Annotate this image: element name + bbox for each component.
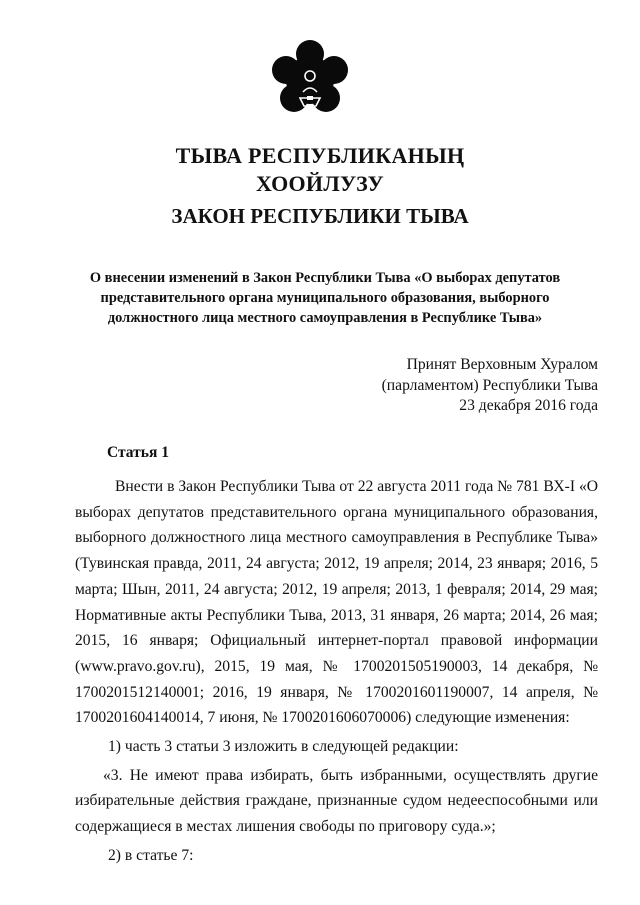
article-paragraph: Внести в Закон Республики Тыва от 22 августа 2011 года № 781 ВХ-I «О выборах депутатов представительного органа муниципального образования, выборного должностного лица местного самоуправления в Республике Тыва» (Тувинская правда, 2011, 24 августа; 2012, 19 апреля; 2014, 23 января; 2016, 5 марта; Шын, 2011, 24 августа; 2012, 19 апреля; 2013, 1 февраля; 2014, 29 мая; Нормативные акты Республики Тыва, 2013, 31 января, 26 марта; 2014, 26 мая; 2015, 16 января; Официальный интернет-портал правовой информации (www.pravo.gov.ru), 2015, 19 мая, № 1700201505190003, 14 декабря, № 1700201512140001; 2016, 19 января, № 1700201601190007, 14 апреля, № 1700201604140014, 7 июня, № 1700201606070006) следующие изменения:	[75, 478, 598, 727]
amendment-quote: «3. Не имеют права избирать, быть избранными, осуществлять другие избирательные действия граждане, признанные судом недееспособными или содержащиеся в местах лишения свободы по приговору суда.»;	[75, 766, 598, 836]
adoption-date: 23 декабря 2016 года	[459, 397, 598, 414]
adoption-note-line2: (парламентом) Республики Тыва	[381, 376, 598, 394]
law-title-tyvan-line2: ХООЙЛУЗУ	[256, 171, 384, 196]
adoption-note-line1: Принят Верховным Хуралом	[406, 356, 598, 373]
coat-of-arms-emblem	[270, 40, 350, 120]
law-subject-line2: представительного органа муниципального образования, выборного	[100, 290, 550, 306]
law-subject-line3: должностного лица местного самоуправления в Республике Тыва»	[107, 310, 543, 326]
law-title-tyvan	[0, 142, 640, 198]
article-body	[75, 474, 598, 869]
article-heading: Статья 1	[107, 444, 169, 461]
amendment-item-2: 2) в статье 7:	[108, 846, 194, 864]
law-title-russian: ЗАКОН РЕСПУБЛИКИ ТЫВА	[171, 204, 469, 228]
adoption-note	[330, 355, 598, 417]
amendment-item-1: 1) часть 3 статьи 3 изложить в следующей редакции:	[108, 738, 459, 756]
law-subject	[75, 268, 575, 328]
law-title-tyvan-line1: ТЫВА РЕСПУБЛИКАНЫҢ	[175, 143, 465, 168]
law-subject-line1: О внесении изменений в Закон Республики Тыва «О выборах депутатов	[89, 270, 561, 286]
